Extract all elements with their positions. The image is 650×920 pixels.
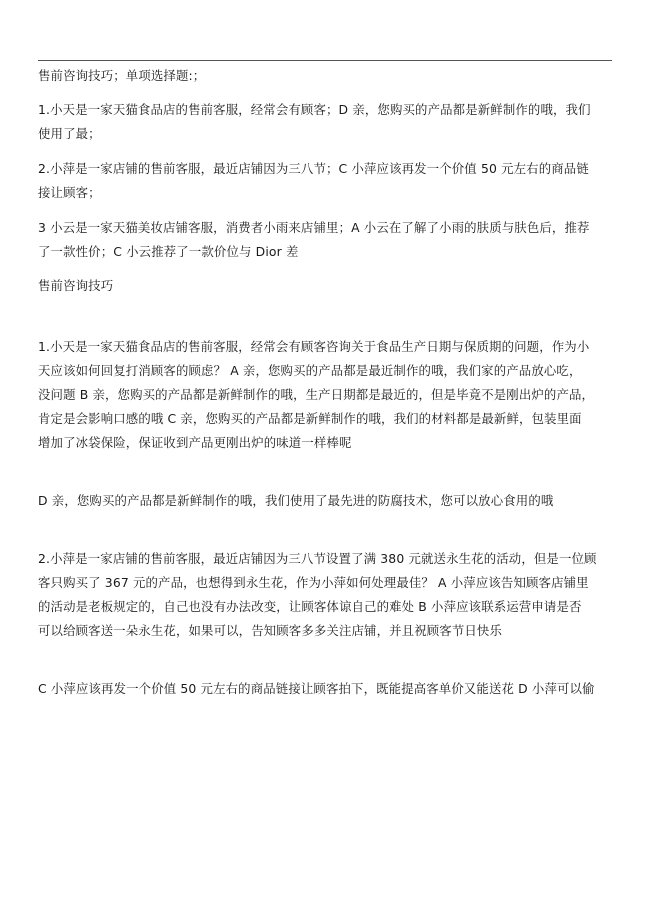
document-body (38, 64, 613, 712)
summary-heading: 售前咨询技巧；单项选择题:； (38, 68, 206, 83)
summary-item-1: 1.小天是一家天猫食品店的售前客服，经常会有顾客；D 亲，您购买的产品都是新鲜制作的哦，我们 使用了最； (38, 102, 591, 141)
header-rule (38, 60, 612, 61)
question-2: 2.小萍是一家店铺的售前客服，最近店铺因为三八节设置了满 380 元就送永生花的活动，但是一位顾 客只购买了 367 元的产品，也想得到永生花，作为小萍如何处理最佳？ A 小萍应该告知顾客店铺里 的活动是老板规定的，自己也没有办法改变，让顾客体谅自己的难处 B 小萍应该联系运营申请是否 可以给顾客送一朵永生花，如果可以，告知顾客多多关注店铺，并且祝顾客节日快乐 (38, 551, 597, 638)
summary-item-3: 3 小云是一家天猫美妆店铺客服，消费者小雨来店铺里；A 小云在了解了小雨的肤质与肤色后，推荐 了一款性价；C 小云推荐了一款价位与 Dior 差 (38, 220, 590, 259)
summary-item-2: 2.小萍是一家店铺的售前客服，最近店铺因为三八节；C 小萍应该再发一个价值 50 元左右的商品链 接让顾客； (38, 161, 589, 200)
question-1: 1.小天是一家天猫食品店的售前客服，经常会有顾客咨询关于食品生产日期与保质期的问题，作为小 天应该如何回复打消顾客的顾虑？ A 亲，您购买的产品都是最近制作的哦，我们家的产品放心吃， 没问题 B 亲，您购买的产品都是新鲜制作的哦，生产日期都是最近的，但是毕竟不是刚出炉的产品， 肯定是会影响口感的哦 C 亲，您购买的产品都是新鲜制作的哦，我们的材料都是最新鲜，包装里面 增加了冰袋保险，保证收到产品更刚出炉的味道一样棒呢 (38, 339, 595, 450)
question-1-option-d: D 亲，您购买的产品都是新鲜制作的哦，我们使用了最先进的防腐技术，您可以放心食用的哦 (38, 493, 554, 508)
question-2-option-c: C 小萍应该再发一个价值 50 元左右的商品链接让顾客拍下，既能提高客单价又能送花 D 小萍可以偷 (38, 681, 595, 696)
section-title: 售前咨询技巧 (38, 278, 114, 293)
